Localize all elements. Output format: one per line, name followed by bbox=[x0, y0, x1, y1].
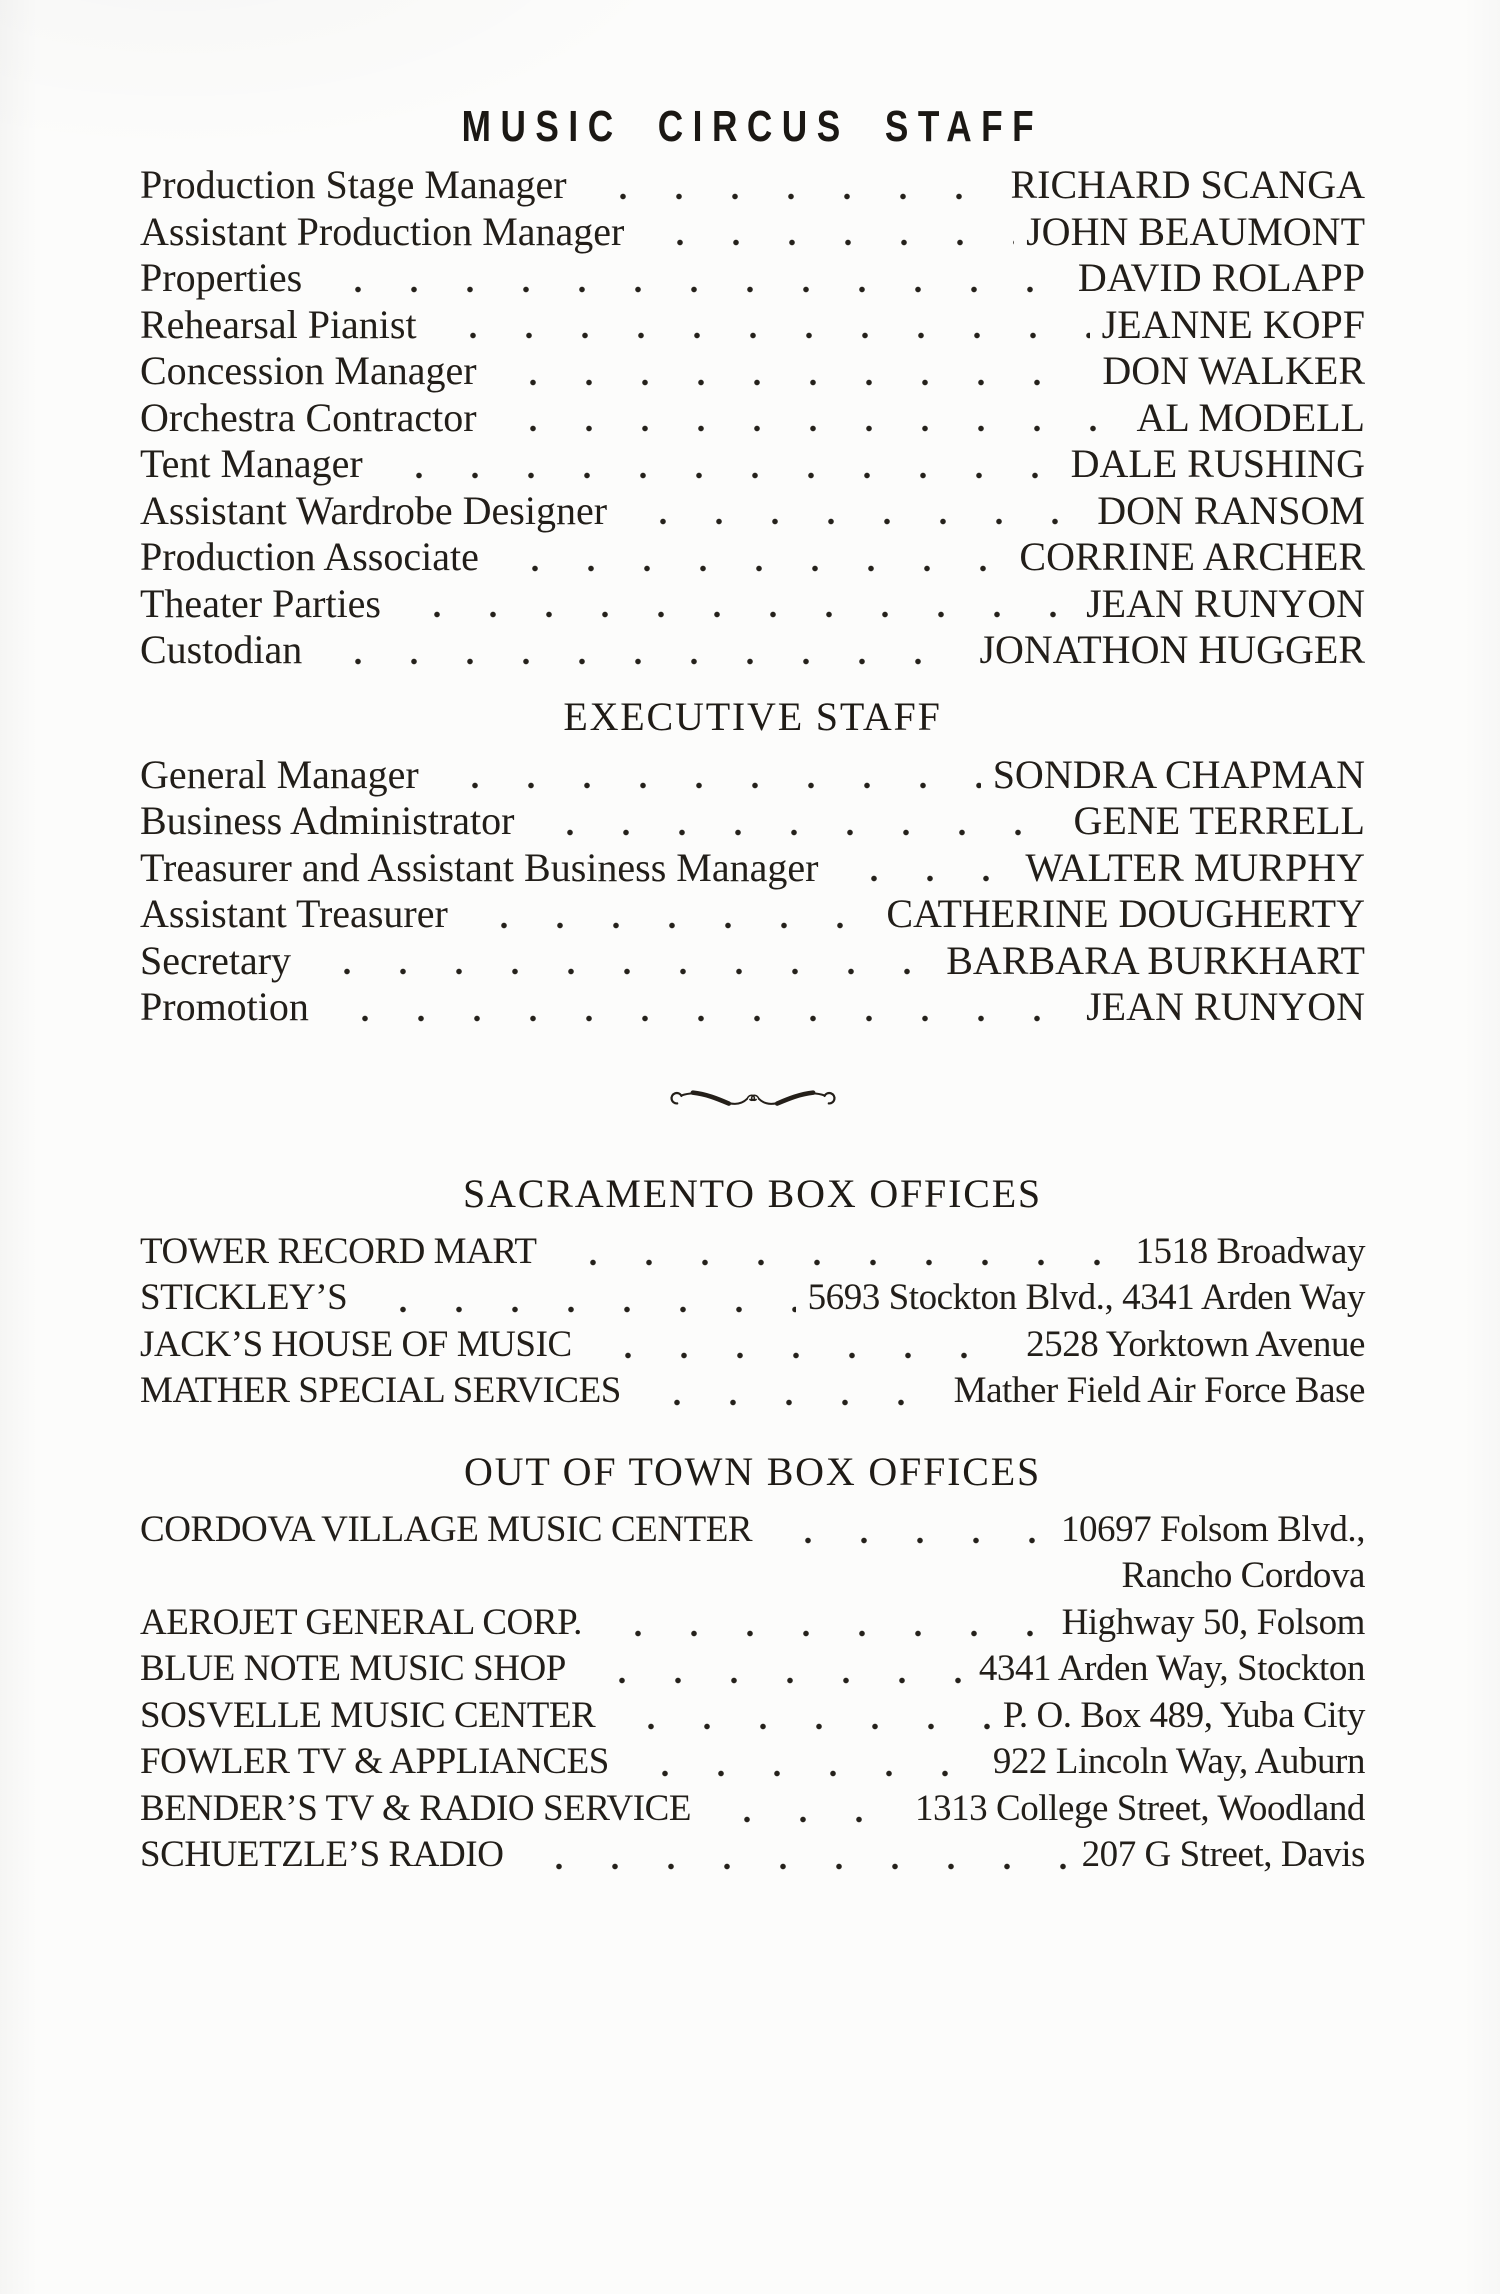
staff-name: DON RANSOM bbox=[1097, 487, 1365, 533]
staff-name: JEANNE KOPF bbox=[1101, 301, 1365, 347]
role-label: Assistant Production Manager bbox=[140, 208, 625, 254]
dot-leader bbox=[437, 752, 981, 799]
staff-name: BARBARA BURKHART bbox=[946, 937, 1365, 983]
sacramento-box-offices-heading: SACRAMENTO BOX OFFICES bbox=[463, 1170, 1042, 1216]
staff-row bbox=[140, 891, 1365, 938]
role-label: Business Administrator bbox=[140, 798, 515, 843]
box-office-row bbox=[140, 1507, 1365, 1554]
box-office-name: TOWER RECORD MART bbox=[140, 1230, 537, 1272]
dot-leader bbox=[309, 938, 934, 985]
box-office-address: 2528 Yorktown Avenue bbox=[1026, 1323, 1365, 1365]
dot-leader bbox=[320, 255, 1066, 302]
dot-leader bbox=[435, 302, 1090, 349]
staff-name: CORRINE ARCHER bbox=[1019, 534, 1365, 579]
dot-leader bbox=[158, 1553, 1110, 1600]
staff-row bbox=[140, 255, 1365, 302]
box-office-address: Rancho Cordova bbox=[1121, 1555, 1365, 1596]
box-office-row bbox=[140, 1600, 1365, 1647]
box-office-row bbox=[140, 1229, 1365, 1276]
section-divider bbox=[140, 1079, 1365, 1119]
dot-leader bbox=[327, 984, 1074, 1031]
box-office-row bbox=[140, 1275, 1365, 1322]
staff-row bbox=[140, 581, 1365, 628]
staff-row bbox=[140, 752, 1365, 799]
box-office-name: STICKLEY’S bbox=[140, 1277, 348, 1318]
box-office-address: 1313 College Street, Woodland bbox=[914, 1787, 1365, 1829]
staff-name: JOHN BEAUMONT bbox=[1026, 208, 1365, 254]
music-circus-staff-heading bbox=[140, 102, 1365, 152]
staff-name: DON WALKER bbox=[1102, 348, 1365, 393]
box-office-name: JACK’S HOUSE OF MUSIC bbox=[140, 1323, 572, 1365]
box-office-name: BLUE NOTE MUSIC SHOP bbox=[140, 1648, 566, 1689]
staff-name: JONATHON HUGGER bbox=[979, 627, 1365, 672]
staff-name: WALTER MURPHY bbox=[1025, 844, 1365, 890]
role-label: Secretary bbox=[140, 937, 292, 983]
box-office-address: 10697 Folsom Blvd., bbox=[1060, 1508, 1365, 1550]
box-office-address: 5693 Stockton Blvd., 4341 Arden Way bbox=[807, 1277, 1365, 1318]
dot-leader bbox=[836, 845, 1013, 892]
box-office-row bbox=[140, 1646, 1365, 1693]
staff-row bbox=[140, 627, 1365, 674]
dot-leader bbox=[497, 534, 1008, 581]
dot-leader bbox=[584, 1646, 967, 1693]
staff-name: DALE RUSHING bbox=[1070, 441, 1365, 486]
staff-row bbox=[140, 534, 1365, 581]
staff-row bbox=[140, 938, 1365, 985]
box-office-name: AEROJET GENERAL CORP. bbox=[140, 1601, 582, 1643]
staff-row bbox=[140, 441, 1365, 488]
role-label: Promotion bbox=[140, 984, 309, 1029]
dot-leader bbox=[466, 891, 875, 938]
dot-leader bbox=[625, 488, 1085, 535]
box-office-row bbox=[140, 1786, 1365, 1833]
dot-leader bbox=[642, 209, 1014, 256]
role-label: Concession Manager bbox=[140, 348, 477, 393]
dot-leader bbox=[399, 581, 1074, 628]
role-label: Treasurer and Assistant Business Manager bbox=[140, 844, 819, 890]
box-office-address: 207 G Street, Davis bbox=[1081, 1834, 1365, 1875]
staff-name: JEAN RUNYON bbox=[1086, 984, 1365, 1029]
role-label: Production Stage Manager bbox=[140, 162, 567, 207]
box-office-name: FOWLER TV & APPLIANCES bbox=[140, 1741, 609, 1782]
staff-row bbox=[140, 348, 1365, 395]
box-office-name: CORDOVA VILLAGE MUSIC CENTER bbox=[140, 1508, 753, 1550]
staff-name: RICHARD SCANGA bbox=[1010, 162, 1365, 207]
box-office-row bbox=[140, 1739, 1365, 1786]
staff-row bbox=[140, 395, 1365, 442]
dot-leader bbox=[532, 798, 1061, 845]
role-label: Theater Parties bbox=[140, 580, 381, 626]
staff-name: CATHERINE DOUGHERTY bbox=[886, 891, 1365, 936]
dot-leader bbox=[365, 1275, 795, 1322]
executive-staff-heading: EXECUTIVE STAFF bbox=[563, 693, 942, 739]
dot-leader bbox=[495, 348, 1091, 395]
role-label: Tent Manager bbox=[140, 441, 363, 486]
box-office-row bbox=[140, 1553, 1365, 1600]
dot-leader bbox=[381, 441, 1059, 488]
staff-name: JEAN RUNYON bbox=[1086, 580, 1365, 626]
box-office-address: 922 Lincoln Way, Auburn bbox=[992, 1741, 1365, 1782]
dot-leader bbox=[613, 1693, 991, 1740]
out-of-town-box-offices-heading: OUT OF TOWN BOX OFFICES bbox=[463, 1448, 1042, 1494]
dot-leader bbox=[627, 1739, 981, 1786]
box-office-name: BENDER’S TV & RADIO SERVICE bbox=[140, 1787, 692, 1829]
box-office-address: Highway 50, Folsom bbox=[1061, 1601, 1365, 1643]
dot-leader bbox=[709, 1786, 903, 1833]
calligraphic-swash-divider-icon bbox=[655, 1085, 851, 1114]
staff-name: SONDRA CHAPMAN bbox=[992, 751, 1365, 797]
staff-name: GENE TERRELL bbox=[1073, 798, 1365, 843]
dot-leader bbox=[320, 627, 967, 674]
staff-row bbox=[140, 845, 1365, 892]
staff-row bbox=[140, 798, 1365, 845]
staff-name: DAVID ROLAPP bbox=[1077, 255, 1365, 300]
role-label: Custodian bbox=[140, 627, 303, 672]
staff-row bbox=[140, 209, 1365, 256]
role-label: Rehearsal Pianist bbox=[140, 301, 417, 347]
staff-row bbox=[140, 488, 1365, 535]
music-circus-staff-list bbox=[140, 162, 1365, 674]
box-office-name: MATHER SPECIAL SERVICES bbox=[140, 1370, 621, 1411]
executive-staff-list bbox=[140, 752, 1365, 1031]
box-office-name: SOSVELLE MUSIC CENTER bbox=[140, 1694, 596, 1736]
out-of-town-box-office-list bbox=[140, 1507, 1365, 1879]
dot-leader bbox=[770, 1507, 1049, 1554]
box-office-row bbox=[140, 1368, 1365, 1415]
staff-row bbox=[140, 302, 1365, 349]
box-office-row bbox=[140, 1693, 1365, 1740]
sacramento-box-office-list bbox=[140, 1229, 1365, 1415]
dot-leader bbox=[590, 1322, 1014, 1369]
dot-leader bbox=[600, 1600, 1050, 1647]
role-label: Production Associate bbox=[140, 534, 479, 579]
staff-row bbox=[140, 984, 1365, 1031]
staff-row bbox=[140, 162, 1365, 209]
dot-leader bbox=[495, 395, 1125, 442]
box-office-row bbox=[140, 1832, 1365, 1879]
box-office-address: 1518 Broadway bbox=[1135, 1230, 1365, 1272]
dot-leader bbox=[585, 162, 999, 209]
box-office-address: Mather Field Air Force Base bbox=[953, 1370, 1365, 1411]
role-label: Orchestra Contractor bbox=[140, 394, 477, 440]
music-circus-staff-heading-text: MUSIC CIRCUS STAFF bbox=[461, 102, 1044, 151]
box-office-name: SCHUETZLE’S RADIO bbox=[140, 1834, 504, 1875]
box-office-address: P. O. Box 489, Yuba City bbox=[1002, 1694, 1365, 1736]
dot-leader bbox=[521, 1832, 1069, 1879]
role-label: General Manager bbox=[140, 751, 419, 797]
box-office-address: 4341 Arden Way, Stockton bbox=[978, 1648, 1365, 1689]
dot-leader bbox=[555, 1229, 1124, 1276]
role-label: Assistant Wardrobe Designer bbox=[140, 487, 608, 533]
box-office-row bbox=[140, 1322, 1365, 1369]
role-label: Assistant Treasurer bbox=[140, 891, 448, 936]
staff-name: AL MODELL bbox=[1136, 394, 1365, 440]
dot-leader bbox=[639, 1368, 942, 1415]
role-label: Properties bbox=[140, 255, 303, 300]
